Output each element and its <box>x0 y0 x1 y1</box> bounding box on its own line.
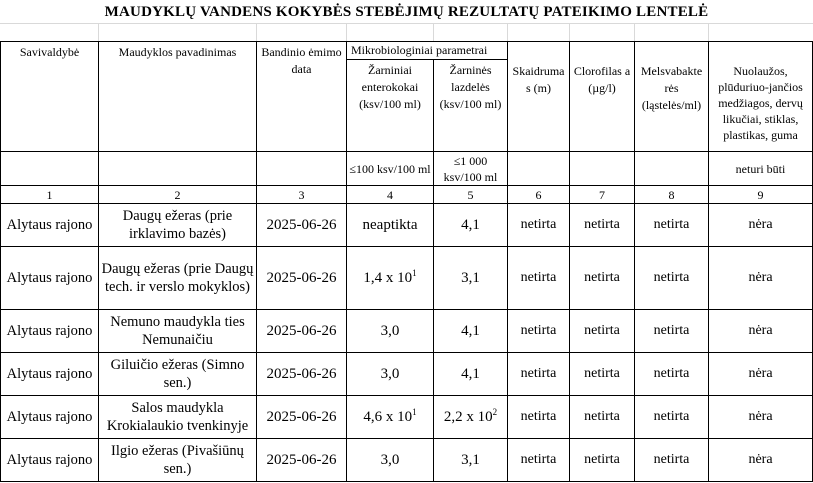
cell-ecoli: 3,1 <box>434 439 508 482</box>
cell-beach: Salos maudykla Krokialaukio tvenkinyje <box>99 396 257 439</box>
table-row <box>1 310 813 353</box>
sheet-gridline <box>346 23 347 41</box>
column-number-row <box>1 186 813 204</box>
table-row <box>1 439 813 482</box>
cell-cyanobacteria: netirta <box>635 353 709 396</box>
cell-date: 2025-06-26 <box>257 247 347 310</box>
sheet-gridline <box>507 23 508 41</box>
cell-date: 2025-06-26 <box>257 204 347 247</box>
column-number: 3 <box>257 186 347 204</box>
limit-empty <box>1 152 99 186</box>
cell-cyanobacteria: netirta <box>635 396 709 439</box>
limit-enterococci: ≤100 ksv/100 ml <box>347 152 434 186</box>
enterococci-exponent: 1 <box>412 268 417 278</box>
cell-enterococci <box>347 396 434 439</box>
cell-ecoli: 4,1 <box>434 204 508 247</box>
cell-chlorophyll: netirta <box>570 439 635 482</box>
ecoli-mantissa: 2,2 x 10 <box>443 409 493 425</box>
table-row <box>1 353 813 396</box>
header-micro-group: Mikrobiologiniai parametrai <box>347 42 508 60</box>
ecoli-exponent: 2 <box>492 407 498 417</box>
header-cyanobacteria: Melsvabakte rės (ląstelės/ml) <box>635 42 709 152</box>
cell-municipality: Alytaus rajono <box>1 396 99 439</box>
limit-empty <box>257 152 347 186</box>
cell-beach: Giluičio ežeras (Simno sen.) <box>99 353 257 396</box>
limit-empty <box>99 152 257 186</box>
cell-municipality: Alytaus rajono <box>1 439 99 482</box>
header-transparency: Skaidruma s (m) <box>508 42 570 152</box>
enterococci-exponent: 1 <box>412 407 417 417</box>
water-quality-table <box>0 41 813 482</box>
header-municipality: Savivaldybė <box>1 42 99 152</box>
sheet-gridline <box>708 23 709 41</box>
cell-beach: Nemuno maudykla ties Nemunaičiu <box>99 310 257 353</box>
cell-chlorophyll: netirta <box>570 353 635 396</box>
cell-ecoli: 4,1 <box>434 353 508 396</box>
sheet-gridline <box>98 23 99 41</box>
cell-enterococci: 3,0 <box>347 353 434 396</box>
cell-municipality: Alytaus rajono <box>1 310 99 353</box>
column-number: 6 <box>508 186 570 204</box>
cell-municipality: Alytaus rajono <box>1 353 99 396</box>
header-debris: Nuolaužos, plūduriuo-jančios medžiagos, dervų likučiai, stiklas, plastikas, guma <box>709 42 813 152</box>
sheet-gridline <box>634 23 635 41</box>
cell-transparency: netirta <box>508 247 570 310</box>
page-title: MAUDYKLŲ VANDENS KOKYBĖS STEBĖJIMŲ REZULTATŲ PATEIKIMO LENTELĖ <box>104 4 709 20</box>
sheet-gridline <box>256 23 257 41</box>
cell-transparency: netirta <box>508 439 570 482</box>
column-number: 9 <box>709 186 813 204</box>
column-number: 1 <box>1 186 99 204</box>
cell-transparency: netirta <box>508 396 570 439</box>
cell-debris: nėra <box>709 439 813 482</box>
cell-debris: nėra <box>709 204 813 247</box>
cell-municipality: Alytaus rajono <box>1 204 99 247</box>
cell-debris: nėra <box>709 396 813 439</box>
limit-empty <box>508 152 570 186</box>
table-row <box>1 247 813 310</box>
sheet-gridline <box>0 23 813 24</box>
cell-date: 2025-06-26 <box>257 310 347 353</box>
cell-date: 2025-06-26 <box>257 353 347 396</box>
cell-ecoli: 4,1 <box>434 310 508 353</box>
cell-enterococci <box>347 247 434 310</box>
cell-debris: nėra <box>709 247 813 310</box>
enterococci-mantissa: 4,6 x 10 <box>363 409 413 425</box>
column-number: 4 <box>347 186 434 204</box>
limit-empty <box>570 152 635 186</box>
cell-municipality: Alytaus rajono <box>1 247 99 310</box>
table-row <box>1 396 813 439</box>
enterococci-mantissa: 1,4 x 10 <box>363 270 413 286</box>
header-chlorophyll: Clorofilas a (µg/l) <box>570 42 635 152</box>
cell-debris: nėra <box>709 353 813 396</box>
header-beach-name: Maudyklos pavadinimas <box>99 42 257 152</box>
cell-date: 2025-06-26 <box>257 439 347 482</box>
cell-cyanobacteria: netirta <box>635 439 709 482</box>
cell-beach: Ilgio ežeras (Pivašiūnų sen.) <box>99 439 257 482</box>
cell-chlorophyll: netirta <box>570 310 635 353</box>
cell-ecoli <box>434 396 508 439</box>
column-number: 7 <box>570 186 635 204</box>
cell-enterococci: 3,0 <box>347 439 434 482</box>
header-sample-date: Bandinio ėmimo data <box>257 42 347 152</box>
cell-debris: nėra <box>709 310 813 353</box>
cell-enterococci: neaptikta <box>347 204 434 247</box>
cell-cyanobacteria: netirta <box>635 247 709 310</box>
column-number: 5 <box>434 186 508 204</box>
column-number: 8 <box>635 186 709 204</box>
header-ecoli: Žarninės lazdelės (ksv/100 ml) <box>434 60 508 152</box>
cell-beach: Daugų ežeras (prie irklavimo bazės) <box>99 204 257 247</box>
table-row <box>1 204 813 247</box>
cell-enterococci: 3,0 <box>347 310 434 353</box>
sheet-gridline <box>433 23 434 41</box>
header-enterococci: Žarniniai enterokokai (ksv/100 ml) <box>347 60 434 152</box>
limit-ecoli: ≤1 000 ksv/100 ml <box>434 152 508 186</box>
column-number: 2 <box>99 186 257 204</box>
cell-ecoli: 3,1 <box>434 247 508 310</box>
limits-row <box>1 152 813 186</box>
cell-transparency: netirta <box>508 353 570 396</box>
cell-date: 2025-06-26 <box>257 396 347 439</box>
cell-chlorophyll: netirta <box>570 396 635 439</box>
cell-cyanobacteria: netirta <box>635 204 709 247</box>
cell-transparency: netirta <box>508 310 570 353</box>
limit-debris: neturi būti <box>709 152 813 186</box>
cell-beach: Daugų ežeras (prie Daugų tech. ir verslo mokyklos) <box>99 247 257 310</box>
cell-chlorophyll: netirta <box>570 247 635 310</box>
limit-empty <box>635 152 709 186</box>
cell-cyanobacteria: netirta <box>635 310 709 353</box>
header-row <box>1 42 813 60</box>
sheet-gridline <box>569 23 570 41</box>
cell-chlorophyll: netirta <box>570 204 635 247</box>
cell-transparency: netirta <box>508 204 570 247</box>
